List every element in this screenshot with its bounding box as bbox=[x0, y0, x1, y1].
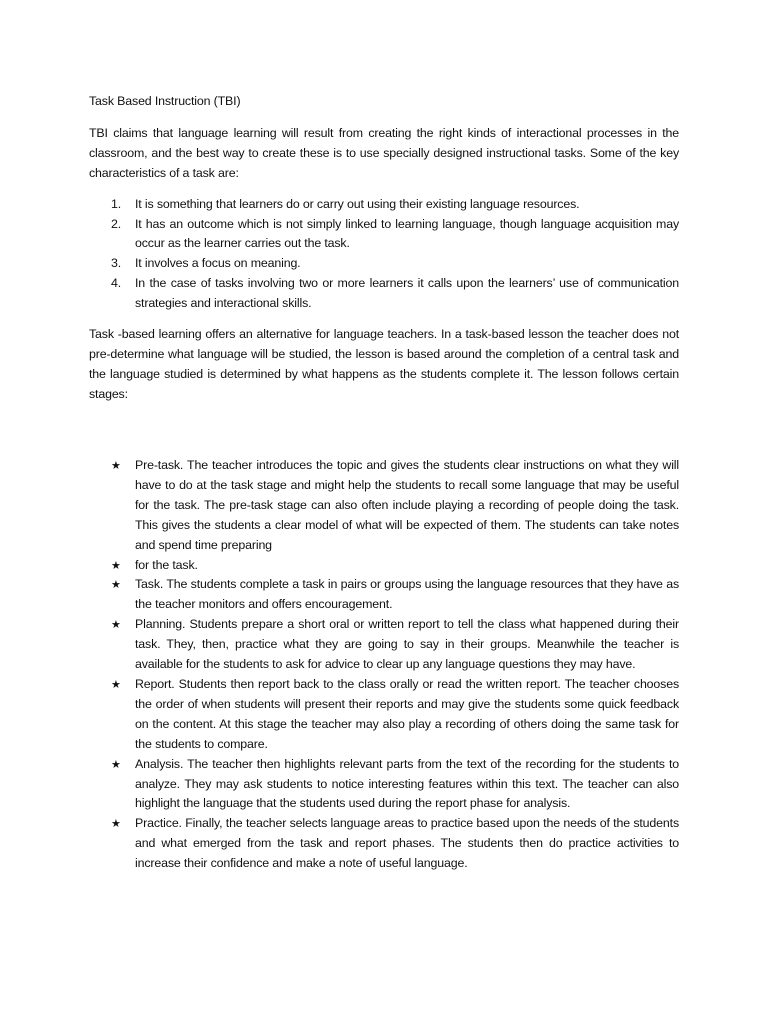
list-number: 2. bbox=[111, 216, 122, 231]
list-item-text: It is something that learners do or carry out using their existing language resources. bbox=[135, 196, 580, 211]
list-item-text: It has an outcome which is not simply linked to learning language, though language acquisition may occur as the learner carries out the task. bbox=[135, 216, 679, 251]
list-item-text: It involves a focus on meaning. bbox=[135, 256, 301, 271]
stage-text: Report. Students then report back to the class orally or read the written report. The teacher chooses the order of when students will present their reports and may give the students some quick feedback on the content. At this stage the teacher may also play a recording of others doing the same task for the students to compare. bbox=[135, 676, 679, 751]
list-item bbox=[89, 195, 679, 215]
stage-text: for the task. bbox=[135, 557, 198, 572]
list-item bbox=[89, 615, 679, 675]
star-bullet-icon: ★ bbox=[111, 677, 121, 691]
task-based-paragraph: Task -based learning offers an alternative for language teachers. In a task-based lesson the teacher does not pre-determine what language will be studied, the lesson is based around the completion of a central task and the language studied is determined by what happens as the students complete it. The lesson follows certain stages: bbox=[89, 327, 679, 401]
star-bullet-icon: ★ bbox=[111, 618, 121, 632]
document-page bbox=[89, 92, 679, 871]
list-item bbox=[89, 456, 679, 556]
list-item bbox=[89, 755, 679, 815]
star-bullet-icon: ★ bbox=[111, 757, 121, 771]
document-title: Task Based Instruction (TBI) bbox=[89, 94, 241, 108]
list-item bbox=[89, 575, 679, 615]
star-bullet-icon: ★ bbox=[111, 558, 121, 572]
list-item-text: In the case of tasks involving two or more learners it calls upon the learners’ use of communication strategies and interactional skills. bbox=[135, 276, 679, 311]
list-item bbox=[89, 215, 679, 255]
list-number: 3. bbox=[111, 256, 122, 271]
star-bullet-icon: ★ bbox=[111, 817, 121, 831]
list-number: 1. bbox=[111, 196, 122, 211]
stage-text: Practice. Finally, the teacher selects language areas to practice based upon the needs of the students and what emerged from the task and report phases. The students then do practice activities to increase their confidence and make a note of useful language. bbox=[135, 816, 679, 871]
list-item bbox=[89, 814, 679, 874]
intro-paragraph: TBI claims that language learning will result from creating the right kinds of interactional processes in the classroom, and the best way to create these is to use specially designed instructional tasks. Some of the key characteristics of a task are: bbox=[89, 125, 679, 180]
list-item bbox=[89, 675, 679, 755]
stage-text: Analysis. The teacher then highlights relevant parts from the text of the recording for the students to analyze. They may ask students to notice interesting features within this text. The teacher can also highlight the language that the students used during the report phase for analysis. bbox=[135, 756, 679, 811]
star-bullet-icon: ★ bbox=[111, 578, 121, 592]
list-number: 4. bbox=[111, 276, 122, 291]
stage-text: Planning. Students prepare a short oral or written report to tell the class what happened during their task. They, then, practice what they are going to say in their groups. Meanwhile the teacher is available for the students to ask for advice to clear up any language questions they may have. bbox=[135, 617, 679, 672]
stage-text: Pre-task. The teacher introduces the topic and gives the students clear instructions on what they will have to do at the task stage and might help the students to recall some language that may be useful for the task. The pre-task stage can also often include playing a recording of people doing the task. This gives the students a clear model of what will be expected of them. The students can take notes and spend time preparing bbox=[135, 458, 679, 552]
list-item bbox=[89, 254, 679, 274]
list-item bbox=[89, 274, 679, 314]
stages-list bbox=[89, 456, 679, 874]
stage-text: Task. The students complete a task in pairs or groups using the language resources that they have as the teacher monitors and offers encouragement. bbox=[135, 577, 679, 612]
star-bullet-icon: ★ bbox=[111, 459, 121, 472]
characteristics-list bbox=[89, 195, 679, 314]
list-item bbox=[89, 556, 679, 576]
